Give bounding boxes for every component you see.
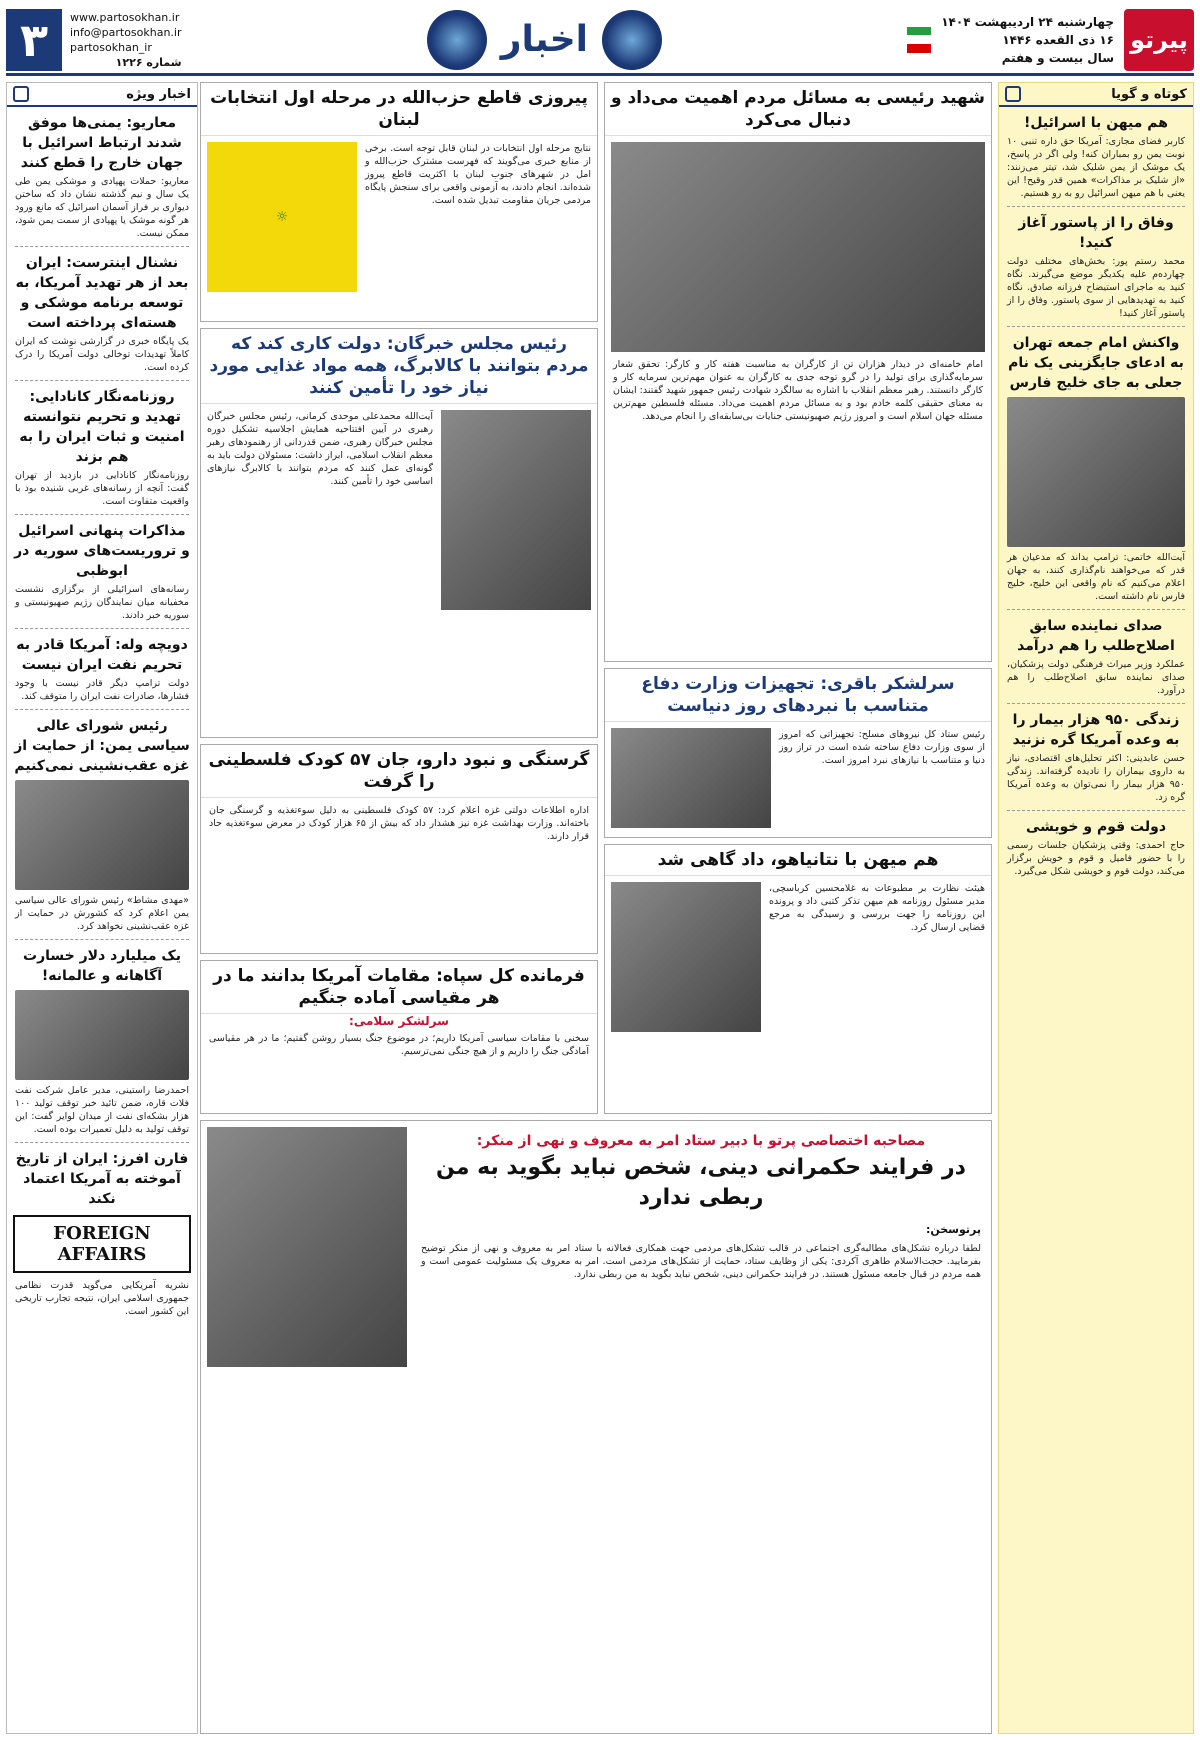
interview-intro: پرتوسخن: (925, 1223, 981, 1236)
article-raisi (604, 82, 992, 662)
cleric-photo (1007, 397, 1185, 547)
social-handle[interactable]: partosokhan_ir (70, 40, 152, 54)
article-body: هیئت نظارت بر مطبوعات به غلامحسین کرباسچی، مدیر مسئول روزنامه هم میهن تذکر کتبی داد و پرونده این روزنامه را جهت بررسی و رسیدگی به مرجع قضایی ارسال کرد. (769, 883, 985, 933)
article-kicker: سرلشکر سلامی: (349, 1014, 449, 1028)
news-title[interactable]: صدای نماینده سابق اصلاح‌طلب را هم درآمد (1017, 618, 1175, 654)
column-title: کوتاه و گویا (1111, 86, 1187, 102)
news-title[interactable]: یک میلیارد دلار خسارت آگاهانه و عالمانه! (23, 948, 181, 984)
column-title: اخبار ویژه (126, 86, 191, 102)
column-header (999, 83, 1193, 107)
article-title[interactable]: فرمانده کل سپاه: مقامات آمریکا بدانند ما در هر مقیاسی آماده جنگیم (201, 961, 597, 1014)
article-interview (200, 1120, 992, 1734)
article-body: امام خامنه‌ای در دیدار هزاران تن از کارگران به مناسبت هفته کار و کارگر: تحقق شعار سرمایه‌گذاری برای تولید را در گرو توجه جدی به کارگران به عنوان مهم‌ترین سرمایه کار و کارگر دانستند. رهبر معظم انقلاب با اشاره به سالگرد شهادت رئیس جمهور شهید گفتند: ایشان به معنای حقیقی کلمه خادم بود و به مسائل مردم اهمیت می‌داد. مسئله فلسطین مهم‌ترین مسئله جهان اسلام است و امروز رژیم صهیونیستی جنایات بی‌سابقه‌ای را انجام می‌دهد. (613, 359, 983, 422)
email-link[interactable]: info@partosokhan.ir (70, 25, 182, 39)
news-body: روزنامه‌نگار کانادایی در بازدید از تهران گفت: آنچه از رسانه‌های غربی شنیده بود با واقعیت متفاوت است. (15, 470, 189, 507)
masthead (6, 6, 1194, 76)
website-link[interactable]: www.partosokhan.ir (70, 10, 180, 24)
date-hijri: ۱۶ ذی القعده ۱۴۴۶ (1002, 32, 1114, 47)
column-header (7, 83, 197, 107)
news-title[interactable]: نشنال اینترست: ایران بعد از هر تهدید آمریکا، به توسعه برنامه موشکی و هسته‌ای پرداخته است (15, 255, 189, 331)
article-hammihan (604, 844, 992, 1114)
section-header (427, 10, 662, 70)
article-title[interactable]: رئیس مجلس خبرگان: دولت کاری کند که مردم بتوانند با کالابرگ، همه مواد غذایی مورد نیاز خود را تأمین کنند (201, 329, 597, 404)
article-khobregan (200, 328, 598, 738)
news-body: آیت‌الله خاتمی: ترامپ بداند که مدعیان هر قدر که می‌خواهند نام‌گذاری کنند، به جهان اعلام می‌کنیم که نام واقعی این خلیج، خلیج فارس نام داشته است. (1007, 552, 1185, 602)
article-body: اداره اطلاعات دولتی غزه اعلام کرد: ۵۷ کودک فلسطینی به دلیل سوءتغذیه و گرسنگی جان باخته‌اند. وزارت بهداشت غزه نیز هشدار داد که بیش از ۶۵ هزار کودک در معرض سوءتغذیه حاد قرار دارند. (209, 805, 589, 842)
karbaschi-photo (611, 882, 761, 1032)
article-title[interactable]: سرلشکر باقری: تجهیزات وزارت دفاع متناسب با نبردهای روز دنیاست (605, 669, 991, 722)
article-title[interactable]: پیروزی قاطع حزب‌الله در مرحله اول انتخابات لبنان (201, 83, 597, 136)
article-body: آیت‌الله محمدعلی موحدی کرمانی، رئیس مجلس خبرگان رهبری در آیین افتتاحیه همایش اجلاسیه تشکیل دوره مجلس خبرگان رهبری، ضمن قدردانی از رهنمودهای رهبر معظم انقلاب اسلامی، ابراز داشت: مسئولان دولت باید به گونه‌ای عمل کنند که مردم بتوانند با کالابرگ نیازهای اساسی خود را تأمین کنند. (207, 411, 433, 487)
article-gaza (200, 744, 598, 954)
news-body: دولت ترامپ دیگر قادر نیست با وجود فشارها، صادرات نفت ایران را متوقف کند. (15, 678, 189, 702)
newspaper-logo[interactable]: پیرتو (1124, 9, 1194, 71)
article-title[interactable]: هم میهن با نتانیاهو، داد گاهی شد (605, 845, 991, 876)
news-body: حاج احمدی: وقتی پزشکیان جلسات رسمی را با حضور فامیل و قوم و خویش برگزار می‌کند، دولت قوم و خویشی شکل می‌گیرد. (1007, 840, 1185, 877)
yemen-official-photo (15, 780, 189, 890)
news-title[interactable]: فارن افرز: ایران از تاریخ آموخته به آمریکا اعتماد نکند (15, 1151, 189, 1207)
article-hezbollah (200, 82, 598, 322)
news-title[interactable]: دویچه وله: آمریکا قادر به تحریم نفت ایران نیست (16, 637, 188, 673)
news-title[interactable]: مذاکرات پنهانی اسرائیل و تروریست‌های سوریه در ابوظبی (14, 523, 190, 579)
page-number: ۳ (6, 9, 62, 71)
news-body: کاربر فضای مجازی: آمریکا حق داره تنبی ۱۰ نوبت یمن رو بمباران کنه! ولی اگر در پاسخ، یک موشک از یمن شلیک شد، تیتر می‌زنند: «از شلیک بر مذاکرات» همین قدر وقیح! این یعنی با هم میهن اسرائیل رو به رو هستیم. (1007, 136, 1185, 199)
note-icon (1005, 86, 1021, 102)
news-body: احمدرضا راستینی، مدیر عامل شرکت نفت فلات قاره، ضمن تائید خبر توقف تولید ۱۰۰ هزار بشکه‌ای نفت از میدان لوایر گفت: این توقف تولید به دلیل تعمیرات بوده است. (15, 1085, 189, 1135)
news-title[interactable]: معاریو: یمنی‌ها موفق شدند ارتباط اسرائیل با جهان خارج را قطع کنند (20, 115, 184, 171)
ornament-icon (602, 10, 662, 70)
news-title[interactable]: دولت قوم و خویشی (1025, 819, 1167, 835)
news-title[interactable]: روزنامه‌نگار کانادایی: تهدید و تحریم نتوانسته امنیت و ثبات ایران را به هم بزند (19, 389, 185, 465)
news-body: حسن عابدینی: اکثر تحلیل‌های اقتصادی، نیاز به داروی بیماران را نادیده گرفته‌اند. زندگی ۹۵۰ هزار بیمار را نمی‌توان به وعده آمریکا گره زد. (1007, 753, 1185, 803)
news-body: رسانه‌های اسرائیلی از برگزاری نشست مخفیانه میان نمایندگان رژیم صهیونیستی و سوریه خبر دادند. (15, 584, 189, 621)
news-title[interactable]: وفاق را از پاستور آغاز کنید! (1018, 215, 1174, 251)
short-news-column (998, 82, 1194, 1734)
hezbollah-flag-icon: ☼ (207, 142, 357, 292)
contact-block (70, 10, 182, 70)
news-title[interactable]: رئیس شورای عالی سیاسی یمن: از حمایت از غزه عقب‌نشینی نمی‌کنیم (14, 718, 190, 774)
news-body: «مهدی مشاط» رئیس شورای عالی سیاسی یمن اعلام کرد که کشورش در حمایت از غزه عقب‌نشینی نخواهد کرد. (15, 895, 189, 932)
news-body: یک پایگاه خبری در گزارشی نوشت که ایران کاملاً تهدیدات توخالی دولت آمریکا را درک کرده است. (15, 336, 189, 373)
masthead-contact (6, 9, 182, 71)
news-body: معاریو: حملات پهپادی و موشکی یمن طی یک سال و نیم گذشته نشان داد که ساختن دیواری بر فراز آسمان اسرائیل که مانع ورود هر گونه موشک یا پهپادی از سمت یمن شود، ممکن نیست. (15, 176, 189, 239)
interview-kicker: مصاحبه اختصاصی پرتو با دبیر ستاد امر به معروف و نهی از منکر: (476, 1133, 926, 1149)
news-title[interactable]: هم میهن با اسرائیل! (1024, 115, 1168, 131)
section-title: اخبار (500, 19, 588, 60)
cleric-photo (441, 410, 591, 610)
article-bagheri (604, 668, 992, 838)
article-title[interactable]: گرسنگی و نبود دارو، جان ۵۷ کودک فلسطینی را گرفت (201, 745, 597, 798)
year-label: سال بیست و هفتم (1001, 50, 1114, 65)
article-title[interactable]: در فرایند حکمرانی دینی، شخص نباید بگوید به من ربطی ندارد (436, 1155, 966, 1210)
iran-flag-icon (907, 27, 931, 53)
article-body: رئیس ستاد کل نیروهای مسلح: تجهیزاتی که امروز از سوی وزارت دفاع ساخته شده است در تراز روز دنیا و متناسب با نیازهای نبرد امروز است. (779, 729, 985, 766)
date-block (941, 13, 1114, 67)
news-body: نشریه آمریکایی می‌گوید قدرت نظامی جمهوری اسلامی ایران، نتیجه تجارب تاریخی این کشور است. (15, 1280, 189, 1317)
foreign-affairs-logo: FOREIGN AFFAIRS (13, 1215, 191, 1273)
article-body: نتایج مرحله اول انتخابات در لبنان قابل توجه است. برخی از منابع خبری می‌گویند که فهرست مشترک حزب‌الله و امل در شهرهای جنوب لبنان با اکثریت قاطع پیروز شده‌اند. انجام دادند، به آزمونی واقعی برای سنجش پایگاه مردمی جریان مقاومت تبدیل شده است. (365, 143, 591, 206)
issue-number: شماره ۱۲۲۶ (115, 55, 182, 69)
calendar-icon (13, 86, 29, 102)
news-body: محمد رستم پور: بخش‌های مختلف دولت چهارده‌م علیه یکدیگر موضع می‌گیرند. نگاه کنید به ماجرای استیضاح فرزانه صادق. نگاه کنید به تهدیدهایی از سوی پاستور. وفاق را از پاستور آغاز کنید! (1007, 256, 1185, 319)
leader-raisi-photo (611, 142, 985, 352)
article-body: سخنی با مقامات سیاسی آمریکا داریم؛ در موضوع جنگ بسیار روشن گفتیم؛ ما در هر مقیاسی آمادگی جنگ را داریم و از هیچ جنگی نمی‌ترسیم. (209, 1033, 589, 1057)
article-title[interactable]: شهید رئیسی به مسائل مردم اهمیت می‌داد و دنبال می‌کرد (605, 83, 991, 136)
general-photo (611, 728, 771, 828)
article-body: لطفا درباره تشکل‌های مطالبه‌گری اجتماعی در قالب تشکل‌های مردمی جهت همکاری فعالانه با ستاد امر به معروف و نهی از منکر توضیح بفرمایید. حجت‌الاسلام طاهری آکردی: یکی از وظایف ستاد، حمایت از تشکل‌های مردمی است. امر به معروف یک مسئولیت عمومی است و همه مردم در قبال جامعه مسئول هستند. در فرایند حکمرانی دینی، شخص نباید بگوید به من ربطی ندارد. (421, 1243, 981, 1280)
news-body: عملکرد وزیر میراث فرهنگی دولت پزشکیان، صدای نماینده سابق اصلاح‌طلب را هم درآورد. (1007, 659, 1185, 696)
cleric-interview-photo (207, 1127, 407, 1367)
news-title[interactable]: زندگی ۹۵۰ هزار بیمار را به وعده آمریکا گره نزنید (1012, 712, 1180, 748)
article-sepah (200, 960, 598, 1114)
news-title[interactable]: واکنش امام جمعه تهران به ادعای جایگزینی یک نام جعلی به جای خلیج فارس (1008, 335, 1184, 391)
masthead-brand (907, 9, 1194, 71)
date-persian: چهارشنبه ۲۴ اردیبهشت ۱۴۰۴ (941, 14, 1114, 29)
special-news-column (6, 82, 198, 1734)
ornament-icon (427, 10, 487, 70)
oil-manager-photo (15, 990, 189, 1080)
